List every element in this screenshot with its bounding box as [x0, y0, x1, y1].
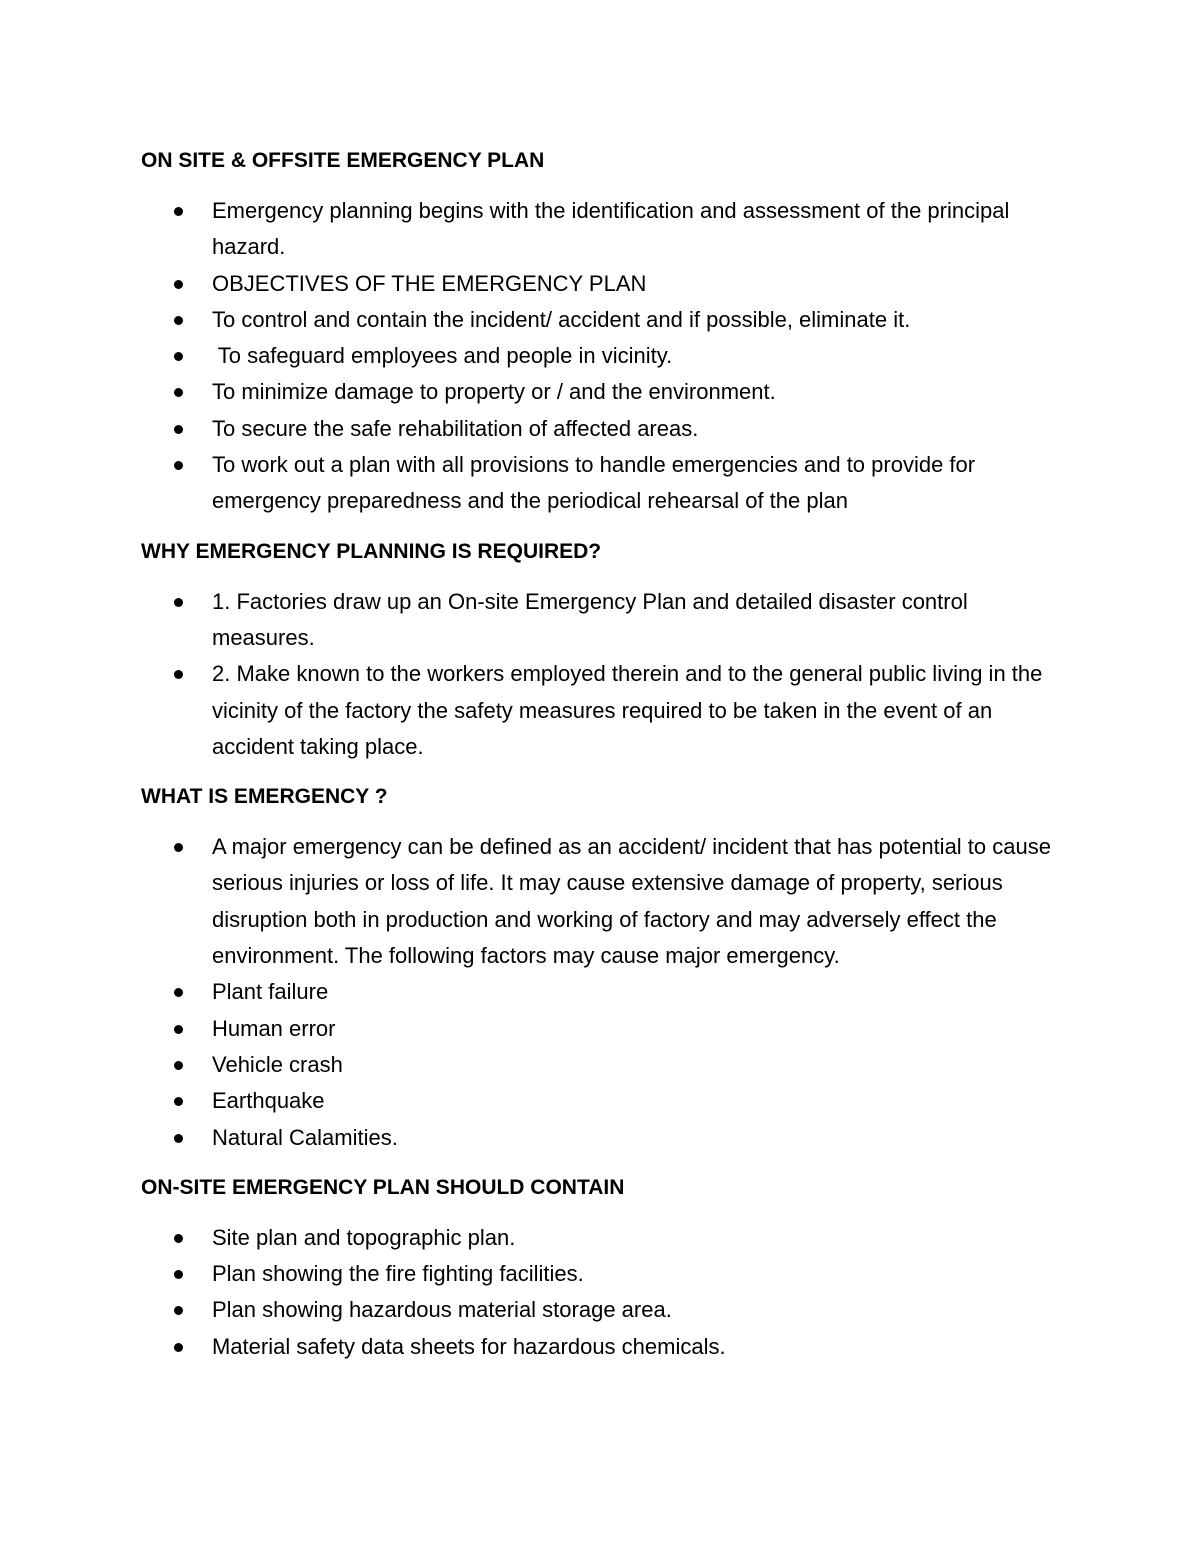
bullet-dot-icon: [174, 352, 183, 361]
bullet-dot-icon: [174, 1270, 183, 1279]
bullet-dot-icon: [174, 1061, 183, 1070]
bullet-dot-icon: [174, 670, 183, 679]
list-item: [141, 1011, 1071, 1047]
list-item: [141, 584, 1071, 657]
bullet-dot-icon: [174, 843, 183, 852]
list-item: [141, 829, 1071, 974]
list-item: [141, 411, 1071, 447]
list-item: [141, 1047, 1071, 1083]
list-item: [141, 1329, 1071, 1365]
list-item-text: Natural Calamities.: [212, 1124, 398, 1150]
bullet-list-why-required: [141, 584, 1071, 765]
bullet-dot-icon: [174, 1234, 183, 1243]
list-item-text: To work out a plan with all provisions to handle emergencies and to provide for emergency preparedness and the periodical rehearsal of the plan: [212, 452, 976, 514]
bullet-dot-icon: [174, 598, 183, 607]
bullet-dot-icon: [174, 388, 183, 397]
bullet-list-onsite-plan-contents: [141, 1220, 1071, 1365]
list-item-text: Site plan and topographic plan.: [212, 1224, 516, 1250]
section-heading-onsite-plan-contents: ON-SITE EMERGENCY PLAN SHOULD CONTAIN: [141, 1175, 625, 1199]
bullet-dot-icon: [174, 207, 183, 216]
list-item: [141, 1292, 1071, 1328]
list-item-text: Material safety data sheets for hazardous chemicals.: [212, 1333, 726, 1359]
list-item: [141, 338, 1071, 374]
list-item: [141, 656, 1071, 765]
bullet-dot-icon: [174, 280, 183, 289]
bullet-list-what-is-emergency: [141, 829, 1071, 1156]
list-item: [141, 1220, 1071, 1256]
document-body: [141, 143, 1071, 1365]
list-item-text: Plant failure: [212, 979, 329, 1005]
list-item: [141, 374, 1071, 410]
list-item-text: 2. Make known to the workers employed therein and to the general public living in the vicinity of the factory the safety measures required to be taken in the event of an accident taking place.: [212, 661, 1043, 759]
list-item-text: OBJECTIVES OF THE EMERGENCY PLAN: [212, 270, 647, 296]
bullet-dot-icon: [174, 425, 183, 434]
list-item-text: A major emergency can be defined as an accident/ incident that has potential to cause serious injuries or loss of life. It may cause extensive damage of property, serious disruption both in production and working of factory and may adversely effect the environment. The following factors may cause major emergency.: [212, 834, 1051, 969]
bullet-dot-icon: [174, 1097, 183, 1106]
bullet-dot-icon: [174, 1306, 183, 1315]
list-item: [141, 1256, 1071, 1292]
list-item-text: Plan showing hazardous material storage area.: [212, 1297, 672, 1323]
list-item: [141, 974, 1071, 1010]
list-item-text: Emergency planning begins with the identification and assessment of the principal hazard.: [212, 198, 1010, 260]
list-item-text: To secure the safe rehabilitation of affected areas.: [212, 415, 699, 441]
list-item: [141, 302, 1071, 338]
list-item: [141, 1083, 1071, 1119]
list-item-text: To minimize damage to property or / and the environment.: [212, 379, 776, 405]
bullet-dot-icon: [174, 988, 183, 997]
bullet-list-onsite-offsite-plan: [141, 193, 1071, 520]
list-item-text: Vehicle crash: [212, 1051, 343, 1077]
bullet-dot-icon: [174, 316, 183, 325]
list-item: [141, 266, 1071, 302]
list-item-text: To safeguard employees and people in vicinity.: [212, 343, 673, 369]
list-item: [141, 1120, 1071, 1156]
list-item: [141, 193, 1071, 266]
list-item-text: To control and contain the incident/ accident and if possible, eliminate it.: [212, 306, 911, 332]
list-item-text: 1. Factories draw up an On-site Emergency Plan and detailed disaster control measures.: [212, 588, 968, 650]
list-item-text: Plan showing the fire fighting facilities.: [212, 1261, 584, 1287]
list-item-text: Human error: [212, 1015, 336, 1041]
list-item-text: Earthquake: [212, 1088, 325, 1114]
bullet-dot-icon: [174, 461, 183, 470]
list-item: [141, 447, 1071, 520]
section-heading-why-required: WHY EMERGENCY PLANNING IS REQUIRED?: [141, 539, 602, 563]
bullet-dot-icon: [174, 1343, 183, 1352]
section-heading-onsite-offsite-plan: ON SITE & OFFSITE EMERGENCY PLAN: [141, 149, 545, 172]
section-heading-what-is-emergency: WHAT IS EMERGENCY ?: [141, 785, 388, 809]
bullet-dot-icon: [174, 1134, 183, 1143]
bullet-dot-icon: [174, 1025, 183, 1034]
